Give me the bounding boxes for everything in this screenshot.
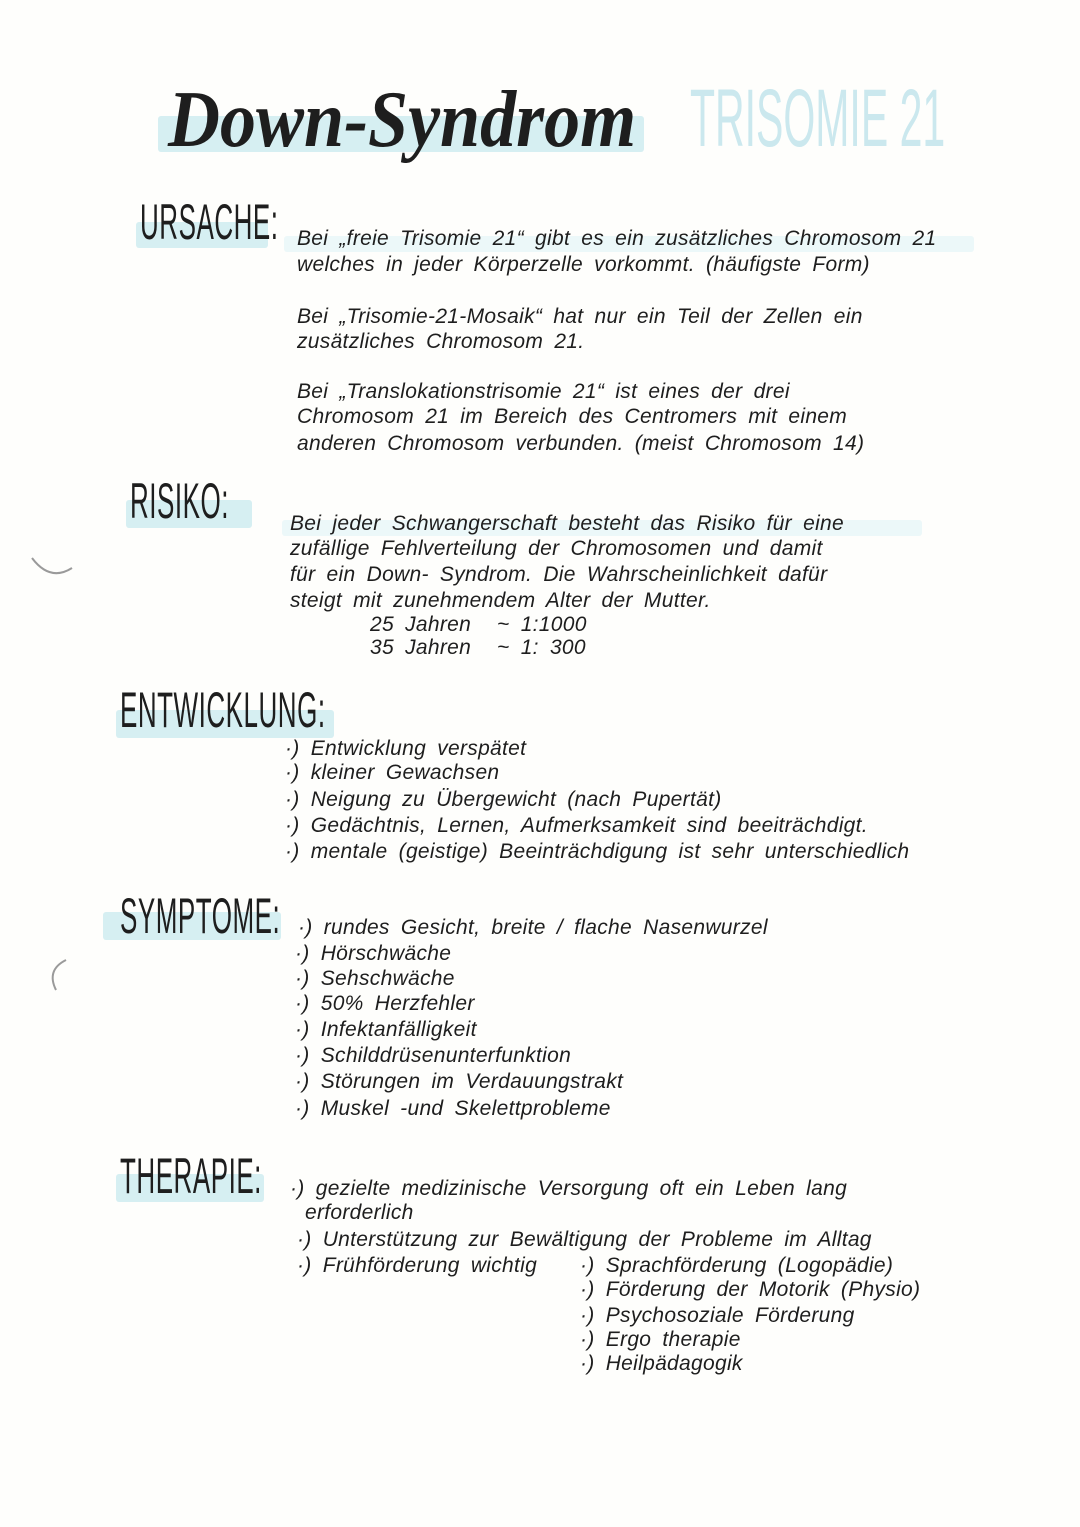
fruehfoerderung-sublist-item: ·) Ergo therapie	[580, 1328, 741, 1351]
fruehfoerderung-sublist-item: ·) Psychosoziale Förderung	[580, 1304, 855, 1327]
risiko-age-ratio: ~ 1:1000	[497, 613, 587, 636]
entwicklung-list-item: ·) Entwicklung verspätet	[285, 737, 527, 760]
symptome-list-item: ·) Infektanfälligkeit	[295, 1018, 477, 1041]
risiko-age-label: 25 Jahren	[370, 613, 472, 636]
punch-hole-mark	[36, 956, 76, 996]
section-heading-risiko: RISIKO:	[130, 473, 229, 529]
risiko-age-ratio: ~ 1: 300	[497, 636, 586, 659]
fruehfoerderung-sublist-item: ·) Förderung der Motorik (Physio)	[580, 1278, 921, 1301]
risiko-text-line: Bei jeder Schwangerschaft besteht das Risiko für eine	[290, 512, 845, 535]
ursache-text-line: Bei „Translokationstrisomie 21“ ist eines der drei	[297, 380, 790, 403]
ursache-text-line: Chromosom 21 im Bereich des Centromers mit einem	[297, 405, 848, 428]
symptome-list-item: ·) Muskel -und Skelettprobleme	[295, 1097, 611, 1120]
symptome-list-item: ·) 50% Herzfehler	[295, 992, 475, 1015]
punch-hole-mark	[28, 552, 78, 582]
page-subtitle: TRISOMIE 21	[690, 73, 946, 164]
ursache-text-line: zusätzliches Chromosom 21.	[297, 330, 585, 353]
section-heading-therapie: THERAPIE:	[120, 1148, 262, 1204]
therapie-list-item: ·) Unterstützung zur Bewältigung der Probleme im Alltag	[297, 1228, 872, 1251]
therapie-list-item-continuation: erforderlich	[305, 1201, 414, 1224]
section-heading-symptome: SYMPTOME:	[120, 888, 281, 944]
risiko-text-line: für ein Down- Syndrom. Die Wahrscheinlichkeit dafür	[290, 563, 828, 586]
section-heading-ursache: URSACHE:	[140, 194, 279, 250]
therapie-list-item: ·) gezielte medizinische Versorgung oft ein Leben lang	[290, 1177, 848, 1200]
risiko-age-label: 35 Jahren	[370, 636, 472, 659]
ursache-text-line: Bei „Trisomie-21-Mosaik“ hat nur ein Teil der Zellen ein	[297, 305, 863, 328]
risiko-text-line: zufällige Fehlverteilung der Chromosomen und damit	[290, 537, 823, 560]
symptome-list-item: ·) Sehschwäche	[295, 967, 455, 990]
symptome-list-item: ·) Schilddrüsenunterfunktion	[295, 1044, 572, 1067]
entwicklung-list-item: ·) kleiner Gewachsen	[285, 761, 500, 784]
fruehfoerderung-sublist-item: ·) Sprachförderung (Logopädie)	[580, 1254, 894, 1277]
section-heading-entwicklung: ENTWICKLUNG:	[120, 682, 326, 738]
therapie-list-item: ·) Frühförderung wichtig	[297, 1254, 538, 1277]
symptome-list-item: ·) Hörschwäche	[295, 942, 452, 965]
ursache-text-line: anderen Chromosom verbunden. (meist Chromosom 14)	[297, 432, 865, 455]
page-title: Down-Syndrom	[168, 76, 637, 164]
entwicklung-list-item: ·) mentale (geistige) Beeinträchdigung ist sehr unterschiedlich	[285, 840, 910, 863]
fruehfoerderung-sublist-item: ·) Heilpädagogik	[580, 1352, 743, 1375]
symptome-list-item: ·) Störungen im Verdauungstrakt	[295, 1070, 624, 1093]
risiko-text-line: steigt mit zunehmendem Alter der Mutter.	[290, 589, 711, 612]
entwicklung-list-item: ·) Neigung zu Übergewicht (nach Pupertät)	[285, 788, 722, 811]
ursache-text-line: welches in jeder Körperzelle vorkommt. (häufigste Form)	[297, 253, 870, 276]
entwicklung-list-item: ·) Gedächtnis, Lernen, Aufmerksamkeit sind beeiträchdigt.	[285, 814, 868, 837]
ursache-text-line: Bei „freie Trisomie 21“ gibt es ein zusätzliches Chromosom 21	[297, 227, 937, 250]
symptome-list-item: ·) rundes Gesicht, breite / flache Nasenwurzel	[298, 916, 768, 939]
